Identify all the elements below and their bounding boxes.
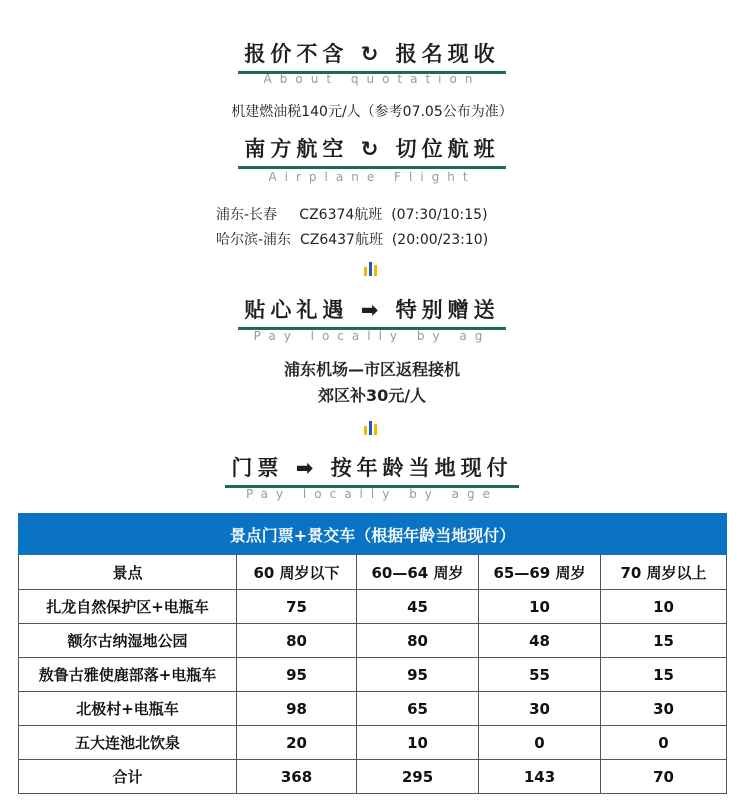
bar-chart-icon xyxy=(364,421,380,435)
price-cell: 45 xyxy=(357,590,479,624)
attraction-name: 敖鲁古雅使鹿部落+电瓶车 xyxy=(19,658,237,692)
section-quotation-title xyxy=(0,38,744,74)
table-row xyxy=(19,726,727,760)
quotation-heading-left: 报价不含 xyxy=(244,42,349,66)
price-cell: 80 xyxy=(357,624,479,658)
section-ticket-title xyxy=(0,452,744,488)
gift-heading xyxy=(238,294,505,330)
flight-heading xyxy=(238,133,505,169)
price-cell: 95 xyxy=(357,658,479,692)
quotation-heading-right: 报名现收 xyxy=(395,42,500,66)
section-gift-title xyxy=(0,294,744,330)
suburb-surcharge-note: 郊区补30元/人 xyxy=(317,386,427,405)
price-cell: 65 xyxy=(357,692,479,726)
flight-subtitle: Airplane Flight xyxy=(268,170,476,184)
total-cell: 70 xyxy=(601,760,727,794)
column-header: 60 周岁以下 xyxy=(237,555,357,590)
price-cell: 98 xyxy=(237,692,357,726)
ticket-heading-left: 门票 xyxy=(231,456,284,480)
price-cell: 75 xyxy=(237,590,357,624)
attraction-name: 扎龙自然保护区+电瓶车 xyxy=(19,590,237,624)
flight-line: 哈尔滨-浦东 CZ6437航班 (20:00/23:10) xyxy=(216,232,489,248)
section-flight-title xyxy=(0,133,744,169)
ticket-heading-right: 按年龄当地现付 xyxy=(330,456,513,480)
ticket-price-table xyxy=(18,513,727,794)
price-cell: 0 xyxy=(601,726,727,760)
bar-chart-icon xyxy=(364,262,380,276)
price-cell: 10 xyxy=(357,726,479,760)
price-cell: 20 xyxy=(237,726,357,760)
fuel-tax-note: 机建燃油税140元/人（参考07.05公布为准） xyxy=(231,104,513,120)
quotation-heading xyxy=(238,38,505,74)
total-cell: 295 xyxy=(357,760,479,794)
table-row xyxy=(19,658,727,692)
total-cell: 143 xyxy=(479,760,601,794)
column-header: 65—69 周岁 xyxy=(479,555,601,590)
gift-heading-left: 贴心礼遇 xyxy=(244,298,349,322)
price-cell: 30 xyxy=(601,692,727,726)
column-header: 景点 xyxy=(19,555,237,590)
gift-heading-right: 特别赠送 xyxy=(395,298,500,322)
price-cell: 48 xyxy=(479,624,601,658)
price-cell: 10 xyxy=(601,590,727,624)
table-row xyxy=(19,590,727,624)
sync-icon: ↻ xyxy=(360,42,384,66)
quotation-subtitle: About quotation xyxy=(263,72,481,86)
price-cell: 10 xyxy=(479,590,601,624)
airport-transfer-note: 浦东机场—市区返程接机 xyxy=(283,360,460,379)
gift-subtitle: Pay locally by ag xyxy=(253,329,491,343)
table-row xyxy=(19,624,727,658)
table-caption: 景点门票+景交车（根据年龄当地现付） xyxy=(19,514,727,555)
price-cell: 15 xyxy=(601,624,727,658)
price-cell: 95 xyxy=(237,658,357,692)
table-row xyxy=(19,692,727,726)
sync-icon: ↻ xyxy=(360,137,384,161)
total-cell: 368 xyxy=(237,760,357,794)
flight-heading-left: 南方航空 xyxy=(244,137,349,161)
ticket-subtitle: Pay locally by age xyxy=(245,487,499,501)
price-cell: 30 xyxy=(479,692,601,726)
attraction-name: 北极村+电瓶车 xyxy=(19,692,237,726)
price-cell: 55 xyxy=(479,658,601,692)
flight-line: 浦东-长春 CZ6374航班 (07:30/10:15) xyxy=(216,207,488,223)
column-header: 70 周岁以上 xyxy=(601,555,727,590)
price-cell: 0 xyxy=(479,726,601,760)
price-cell: 15 xyxy=(601,658,727,692)
flight-heading-right: 切位航班 xyxy=(395,137,500,161)
price-cell: 80 xyxy=(237,624,357,658)
table-header-row xyxy=(19,555,727,590)
column-header: 60—64 周岁 xyxy=(357,555,479,590)
arrow-right-icon: ➡ xyxy=(295,456,319,480)
attraction-name: 五大连池北饮泉 xyxy=(19,726,237,760)
table-total-row xyxy=(19,760,727,794)
attraction-name: 额尔古纳湿地公园 xyxy=(19,624,237,658)
ticket-heading xyxy=(225,452,518,488)
total-label: 合计 xyxy=(19,760,237,794)
arrow-right-icon: ➡ xyxy=(360,298,384,322)
